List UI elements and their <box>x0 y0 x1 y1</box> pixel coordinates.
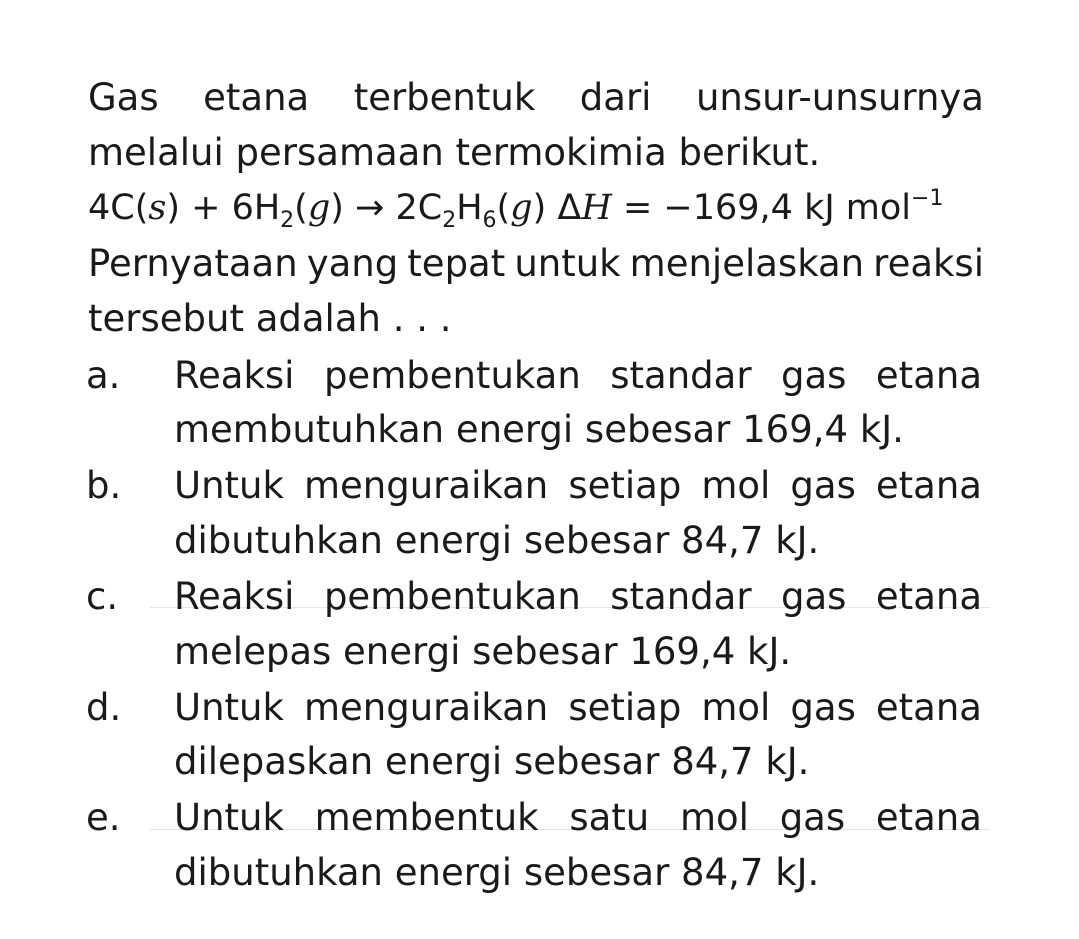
word: Untuk <box>174 686 284 729</box>
eq-state-solid: s <box>148 188 167 228</box>
option-a-line-2[interactable]: membutuhkan energi sebesar 169,4 kJ. <box>174 408 904 451</box>
word: membentuk <box>314 796 539 839</box>
option-d-line-1[interactable] <box>174 686 982 730</box>
eq-superscript: −1 <box>911 186 944 211</box>
option-e-line-1[interactable] <box>174 796 982 840</box>
eq-part: ( <box>496 188 511 228</box>
option-d-letter: d. <box>86 686 122 729</box>
word: untuk <box>514 242 621 285</box>
word: etana <box>875 575 982 618</box>
option-b-line-2[interactable]: dibutuhkan energi sebesar 84,7 kJ. <box>174 519 820 562</box>
eq-subscript: 2 <box>442 208 457 233</box>
option-e-line-2[interactable]: dibutuhkan energi sebesar 84,7 kJ. <box>174 851 820 894</box>
word: satu <box>569 796 650 839</box>
word: standar <box>610 575 752 618</box>
eq-part: ( <box>294 188 308 228</box>
eq-part: H <box>456 188 483 228</box>
word: gas <box>790 686 856 729</box>
eq-part: 4C( <box>88 188 149 228</box>
word: pembentukan <box>323 575 581 618</box>
word: etana <box>875 464 982 507</box>
word: Reaksi <box>174 575 295 618</box>
word: terbentuk <box>353 76 536 119</box>
word: unsur-unsurnya <box>695 76 984 119</box>
word: menguraikan <box>303 686 549 729</box>
eq-part: = −169,4 kJ mol <box>611 188 912 228</box>
question-stem-line-2: tersebut adalah . . . <box>88 297 452 340</box>
word: etana <box>875 796 982 839</box>
question-intro-line-2: melalui persamaan termokimia berikut. <box>88 131 821 174</box>
option-d-line-2[interactable]: dilepaskan energi sebesar 84,7 kJ. <box>174 740 810 783</box>
word: setiap <box>568 464 682 507</box>
word: dari <box>579 76 652 119</box>
word: etana <box>875 354 982 397</box>
question-intro-line-1 <box>88 76 984 120</box>
eq-part: ) + 6H <box>166 188 281 228</box>
option-a-line-1[interactable] <box>174 354 982 398</box>
option-b-letter: b. <box>86 464 122 507</box>
word: pembentukan <box>323 354 581 397</box>
word: tepat <box>407 242 506 285</box>
word: menjelaskan <box>629 242 865 285</box>
word: gas <box>779 796 846 839</box>
eq-part: ) Δ <box>532 188 582 228</box>
word: Gas <box>88 76 159 119</box>
word: mol <box>701 464 771 507</box>
option-c-letter: c. <box>86 575 119 618</box>
word: Untuk <box>174 796 284 839</box>
word: reaksi <box>873 242 984 285</box>
thermochemical-equation <box>88 186 944 233</box>
word: gas <box>790 464 856 507</box>
option-e-letter: e. <box>86 796 121 839</box>
eq-state-gas: g <box>307 188 331 228</box>
word: mol <box>679 796 749 839</box>
word: etana <box>203 76 310 119</box>
word: Untuk <box>174 464 284 507</box>
eq-subscript: 6 <box>482 208 497 233</box>
word: etana <box>875 686 982 729</box>
eq-enthalpy-symbol: H <box>581 188 612 228</box>
question-stem-line-1 <box>88 242 984 286</box>
word: yang <box>306 242 399 285</box>
word: standar <box>610 354 752 397</box>
option-c-line-1[interactable] <box>174 575 982 619</box>
option-b-line-1[interactable] <box>174 464 982 508</box>
word: menguraikan <box>303 464 549 507</box>
option-a-letter: a. <box>86 354 121 397</box>
word: Pernyataan <box>88 242 298 285</box>
word: setiap <box>568 686 682 729</box>
eq-part: ) → 2C <box>330 188 443 228</box>
word: gas <box>781 354 847 397</box>
eq-subscript: 2 <box>280 208 295 233</box>
word: gas <box>781 575 847 618</box>
eq-state-gas: g <box>510 188 533 228</box>
word: mol <box>701 686 771 729</box>
word: Reaksi <box>174 354 295 397</box>
option-c-line-2[interactable]: melepas energi sebesar 169,4 kJ. <box>174 630 792 673</box>
